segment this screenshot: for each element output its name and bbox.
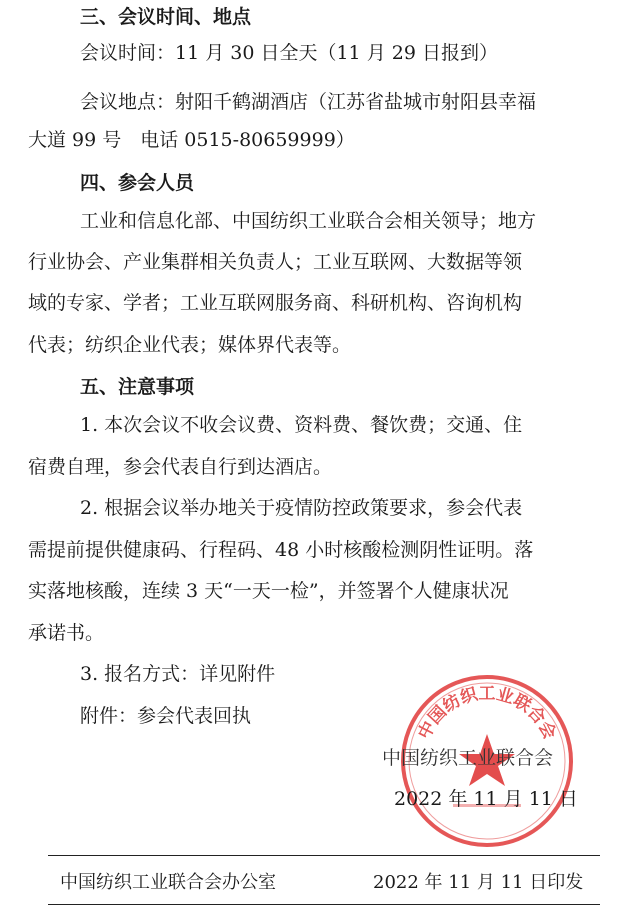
attendees-line-2: 行业协会、产业集群相关负责人；工业互联网、大数据等领 (28, 251, 523, 273)
footer-issue-date: 2022 年 11 月 11 日印发 (373, 872, 584, 893)
note-item-3: 3. 报名方式：详见附件 (80, 663, 276, 685)
meeting-time-line: 会议时间：11 月 30 日全天（11 月 29 日报到） (80, 42, 498, 64)
note-item-2-line-2: 需提前提供健康码、行程码、48 小时核酸检测阴性证明。落 (28, 539, 534, 561)
attendees-line-3: 域的专家、学者；工业互联网服务商、科研机构、咨询机构 (28, 292, 523, 314)
footer-issuer: 中国纺织工业联合会办公室 (60, 872, 276, 893)
note-item-1-line-1: 1. 本次会议不收会议费、资料费、餐饮费；交通、住 (80, 414, 523, 436)
note-item-2-line-3: 实落地核酸，连续 3 天“一天一检”，并签署个人健康状况 (28, 580, 509, 602)
meeting-place-line-1: 会议地点：射阳千鹤湖酒店（江苏省盐城市射阳县幸福 (80, 91, 537, 113)
svg-text:中国纺织工业联合会: 中国纺织工业联合会 (414, 683, 560, 743)
note-item-2-line-4: 承诺书。 (28, 622, 105, 644)
footer-bottom-rule (48, 904, 600, 905)
signature-organization: 中国纺织工业联合会 (382, 747, 554, 769)
attachment-line: 附件：参会代表回执 (80, 705, 252, 727)
footer-top-rule (48, 855, 600, 856)
note-item-1-line-2: 宿费自理，参会代表自行到达酒店。 (28, 456, 333, 478)
meeting-place-line-2: 大道 99 号 电话 0515-80659999） (28, 129, 355, 151)
attendees-line-4: 代表；纺织企业代表；媒体界代表等。 (28, 334, 352, 356)
section-heading-notes: 五、注意事项 (80, 376, 195, 398)
signature-date: 2022 年 11 月 11 日 (394, 788, 578, 810)
section-heading-time-place: 三、会议时间、地点 (80, 6, 252, 28)
section-heading-attendees: 四、参会人员 (80, 172, 195, 194)
attendees-line-1: 工业和信息化部、中国纺织工业联合会相关领导；地方 (80, 210, 537, 232)
note-item-2-line-1: 2. 根据会议举办地关于疫情防控政策要求，参会代表 (80, 497, 523, 519)
